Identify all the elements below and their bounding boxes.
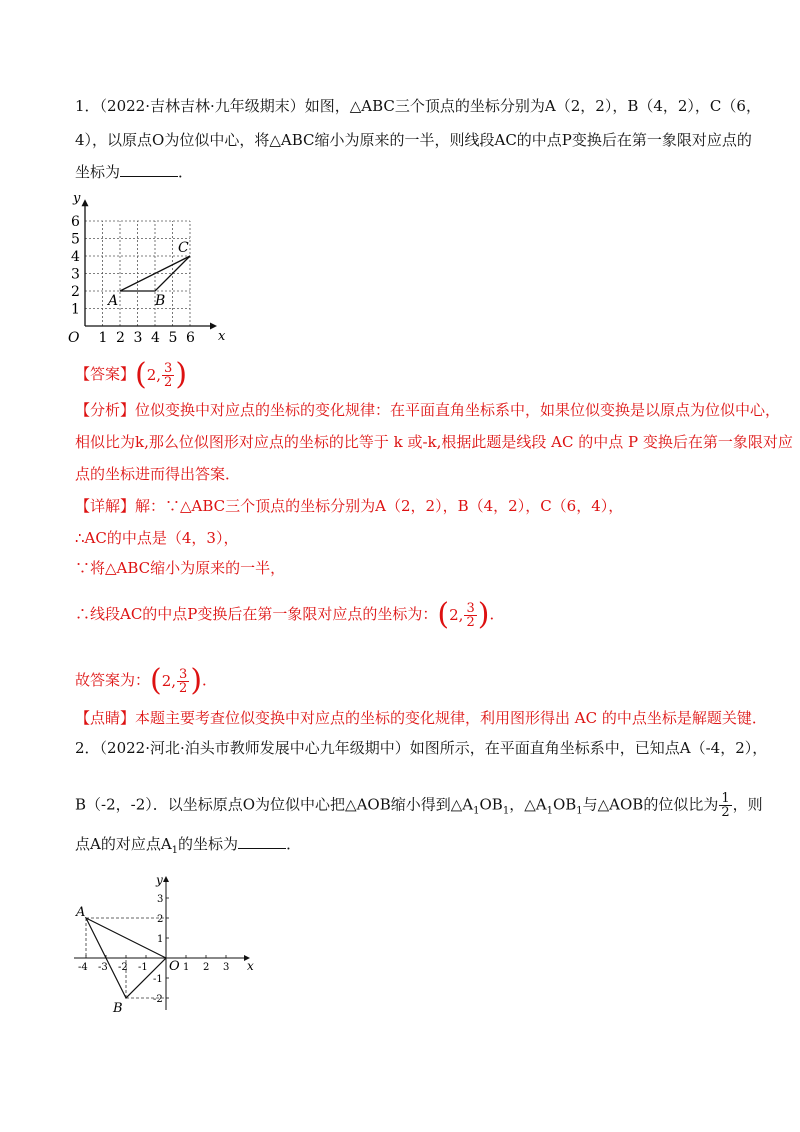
q1-answer-num: 3	[164, 360, 173, 376]
q2-sub-3: 1	[546, 805, 553, 817]
q1-point-c-label: C	[178, 240, 189, 256]
q1-axes	[82, 199, 218, 329]
q1-detail-l4: ∴线段AC的中点P变换后在第一象限对应点的坐标为：	[75, 605, 438, 623]
q2-sub-5: 1	[171, 845, 179, 856]
q1-analysis-tag: 【分析】	[75, 401, 136, 419]
q2-line2-c: ，△A	[509, 795, 547, 814]
q1-origin-label: O	[68, 330, 80, 346]
q1-x-tick: 1	[98, 330, 108, 346]
q1-y-arrow	[82, 199, 89, 206]
q1-detail-lead: 2,	[449, 606, 464, 624]
q1-answer-line	[75, 357, 188, 392]
q2-line2	[75, 792, 763, 822]
q1-analysis-l1: 位似变换中对应点的坐标的变化规律：在平面直角坐标系中，如果位似变换是以原点为位似中心，	[135, 401, 781, 419]
q2-sub-1: 1	[473, 805, 480, 817]
q2-y-tick: -1	[153, 974, 163, 985]
q1-y-label: y	[73, 191, 81, 206]
q2-line1: 2．（2022·河北·泊头市教师发展中心九年级期中）如图所示，在平面直角坐标系中，已知点A（-4，2），	[75, 739, 768, 757]
q1-final-lead: 2,	[161, 672, 177, 690]
q1-answer-tag: 【答案】	[75, 365, 136, 383]
q2-y-arrow	[163, 876, 169, 882]
q1-detail-line1	[75, 496, 623, 516]
q1-y-tick: 1	[71, 301, 80, 318]
q1-y-tick: 3	[71, 266, 80, 283]
q1-line3	[75, 162, 193, 182]
q1-detail-l1: 解：∵△ABC三个顶点的坐标分别为A（2，2），B（4，2），C（6，4），	[135, 497, 624, 515]
q1-y-tick: 5	[71, 231, 80, 248]
q2-x-tick: -3	[98, 962, 108, 973]
q2-point-a-label: A	[76, 905, 86, 920]
q2-y-tick: 3	[157, 894, 164, 905]
q1-labels	[68, 191, 226, 346]
q1-line3-text: 坐标为	[75, 163, 121, 181]
q1-detail-line4	[75, 597, 505, 632]
q1-grid	[85, 221, 190, 326]
q1-x-label: x	[218, 329, 226, 344]
q1-point-line	[75, 708, 767, 728]
q1-x-tick: 3	[133, 330, 143, 346]
q2-sub-4: 1	[576, 805, 583, 817]
q1-detail-l4-end: ．	[489, 605, 505, 623]
q2-ratio-num: 1	[721, 791, 730, 806]
q2-line2-b: OB	[479, 795, 503, 814]
q1-detail-l2: ∴AC的中点是（4，3），	[75, 529, 239, 547]
q1-answer-den: 2	[164, 374, 173, 390]
q1-coordinate-figure	[60, 188, 230, 348]
q2-coordinate-figure	[70, 858, 260, 1018]
q2-line2-f: ，则	[732, 795, 763, 814]
q2-y-label: y	[156, 873, 163, 887]
q1-final-end: ．	[202, 671, 218, 689]
q2-line3-a: 点A的对应点A	[75, 835, 172, 853]
q2-point-b-label: B	[113, 1001, 123, 1016]
q2-x-tick: -2	[118, 962, 128, 973]
q1-y-tick: 4	[71, 249, 80, 265]
q2-ratio	[719, 792, 731, 819]
q1-y-tick: 2	[71, 284, 80, 300]
q1-point-b-label: B	[155, 293, 166, 309]
q2-line2-d: OB	[552, 795, 577, 814]
q1-detail-tag: 【详解】	[75, 497, 136, 515]
q1-x-tick: 2	[116, 330, 125, 346]
q2-x-tick: -1	[138, 962, 148, 973]
q1-detail-l3: ∵将△ABC缩小为原来的一半，	[75, 559, 286, 577]
q2-y-tick: -2	[153, 994, 163, 1005]
q1-line1: 1．（2022·吉林吉林·九年级期末）如图，△ABC三个顶点的坐标分别为A（2，2），B（4，2），C（6，	[75, 97, 761, 115]
q1-analysis-line1	[75, 400, 780, 420]
q2-line3-b: 的坐标为	[178, 835, 239, 853]
q2-x-tick: 1	[183, 962, 190, 973]
q1-x-arrow	[210, 323, 217, 330]
q1-y-tick: 6	[71, 214, 80, 230]
q2-origin-label: O	[169, 959, 180, 974]
q1-x-tick: 5	[168, 330, 178, 346]
q1-line3-end: ．	[178, 163, 194, 181]
q1-detail-value: ( 2, $\frac{3}{2}$ )	[437, 597, 490, 632]
q1-final-den: 2	[179, 680, 188, 696]
q2-sub-2: 1	[502, 805, 510, 817]
q1-x-tick: 4	[151, 330, 160, 346]
q1-detail-den: 2	[466, 614, 475, 630]
q1-point-a-label: A	[108, 293, 119, 309]
q1-detail-num: 3	[466, 600, 475, 616]
q2-x-tick: 2	[203, 962, 210, 973]
q1-analysis-l2: 相似比为k,那么位似图形对应点的坐标的比等于 k 或-k,根据此题是线段 AC 的中点 P 变换后在第一象限对应	[75, 433, 793, 451]
q2-x-label: x	[247, 959, 254, 973]
q2-ratio-den: 2	[721, 805, 730, 820]
q1-answer-blank	[120, 162, 178, 177]
q1-answer-lead: 2,	[146, 366, 162, 384]
q2-x-tick: -4	[78, 962, 88, 973]
q2-line3	[75, 834, 301, 861]
q1-final-value: ( 2, $\frac{3}{2}$ )	[150, 663, 203, 698]
q2-y-tick: 1	[157, 934, 164, 945]
q1-point-text: 本题主要考查位似变换中对应点的坐标的变化规律，利用图形得出 AC 的中点坐标是解题关键．	[135, 709, 767, 727]
q2-answer-blank	[238, 834, 286, 849]
q1-analysis-l3: 点的坐标进而得出答案．	[75, 465, 241, 483]
q1-final-line	[75, 663, 218, 698]
q1-point-tag: 【点睛】	[75, 709, 136, 727]
q2-labels	[75, 873, 254, 1016]
q2-y-tick: 2	[157, 914, 164, 925]
q1-final-text: 故答案为：	[75, 671, 151, 689]
q2-line2-a: B（-2，-2）．以坐标原点O为位似中心把△AOB缩小得到△A	[75, 795, 474, 814]
q2-x-tick: 3	[223, 962, 230, 973]
q1-final-num: 3	[179, 666, 188, 682]
q2-line2-e: 与△AOB的位似比为	[582, 795, 719, 814]
q2-line3-end: ．	[286, 835, 302, 853]
q1-line2: 4），以原点O为位似中心，将△ABC缩小为原来的一半，则线段AC的中点P变换后在第一象限对应点的	[75, 131, 752, 149]
q1-x-tick: 6	[186, 330, 195, 346]
q1-answer-value: ( 2, $\frac{3}{2}$ )	[135, 357, 188, 392]
